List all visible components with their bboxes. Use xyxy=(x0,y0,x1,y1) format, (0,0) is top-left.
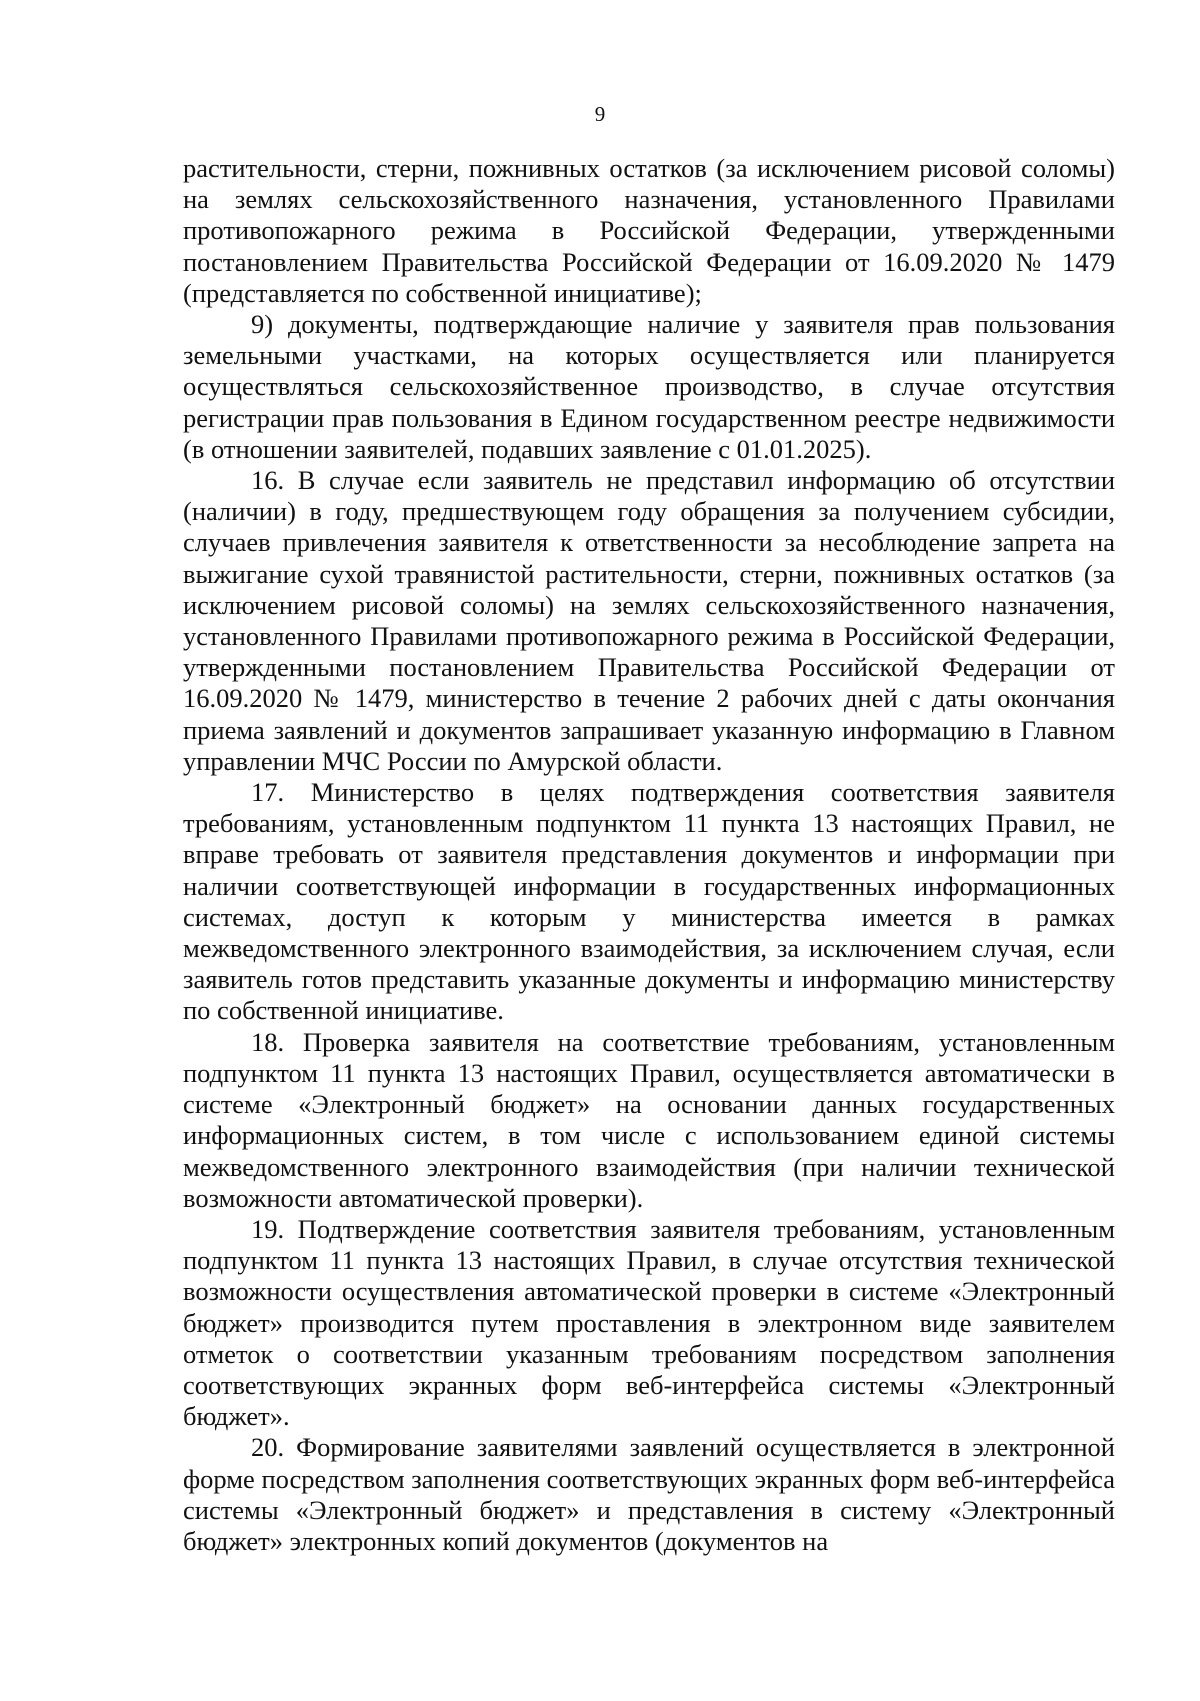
paragraph-continuation: растительности, стерни, пожнивных остатков (за исключением рисовой соломы) на землях сельскохозяйственного назначения, установленного Правилами противопожарного режима в Российской Федерации, утвержденными постановлением Правительства Российской Федерации от 16.09.2020 № 1479 (представляется по собственной инициативе); xyxy=(183,153,1115,308)
paragraph-19: 19. Подтверждение соответствия заявителя требованиям, установленным подпунктом 11 пункта 13 настоящих Правил, в случае отсутствия технической возможности осуществления автоматической проверки в системе «Электронный бюджет» производится путем проставления в электронном виде заявителем отметок о соответствии указанным требованиям посредством заполнения соответствующих экранных форм веб-интерфейса системы «Электронный бюджет». xyxy=(183,1213,1115,1432)
paragraph-17: 17. Министерство в целях подтверждения соответствия заявителя требованиям, установленным подпунктом 11 пункта 13 настоящих Правил, не вправе требовать от заявителя представления документов и информации при наличии соответствующей информации в государственных информационных системах, доступ к которым у министерства имеется в рамках межведомственного электронного взаимодействия, за исключением случая, если заявитель готов представить указанные документы и информацию министерству по собственной инициативе. xyxy=(183,777,1115,1026)
page-number: 9 xyxy=(594,102,606,126)
paragraph-16: 16. В случае если заявитель не представил информацию об отсутствии (наличии) в году, предшествующем году обращения за получением субсидии, случаев привлечения заявителя к ответственности за несоблюдение запрета на выжигание сухой травянистой растительности, стерни, пожнивных остатков (за исключением рисовой соломы) на землях сельскохозяйственного назначения, установленного Правилами противопожарного режима в Российской Федерации, утвержденными постановлением Правительства Российской Федерации от 16.09.2020 № 1479, министерство в течение 2 рабочих дней с даты окончания приема заявлений и документов запрашивает указанную информацию в Главном управлении МЧС России по Амурской области. xyxy=(183,465,1115,776)
paragraph-item-9: 9) документы, подтверждающие наличие у заявителя прав пользования земельными участками, на которых осуществляется или планируется осуществляться сельскохозяйственное производство, в случае отсутствия регистрации прав пользования в Едином государственном реестре недвижимости (в отношении заявителей, подавших заявление с 01.01.2025). xyxy=(183,309,1115,464)
paragraph-18: 18. Проверка заявителя на соответствие требованиям, установленным подпунктом 11 пункта 13 настоящих Правил, осуществляется автоматически в системе «Электронный бюджет» на основании данных государственных информационных систем, в том числе с использованием единой системы межведомственного электронного взаимодействия (при наличии технической возможности автоматической проверки). xyxy=(183,1026,1115,1213)
paragraph-20: 20. Формирование заявителями заявлений осуществляется в электронной форме посредством заполнения соответствующих экранных форм веб-интерфейса системы «Электронный бюджет» и представления в систему «Электронный бюджет» электронных копий документов (документов на xyxy=(183,1432,1115,1556)
document-body xyxy=(183,153,1115,1557)
